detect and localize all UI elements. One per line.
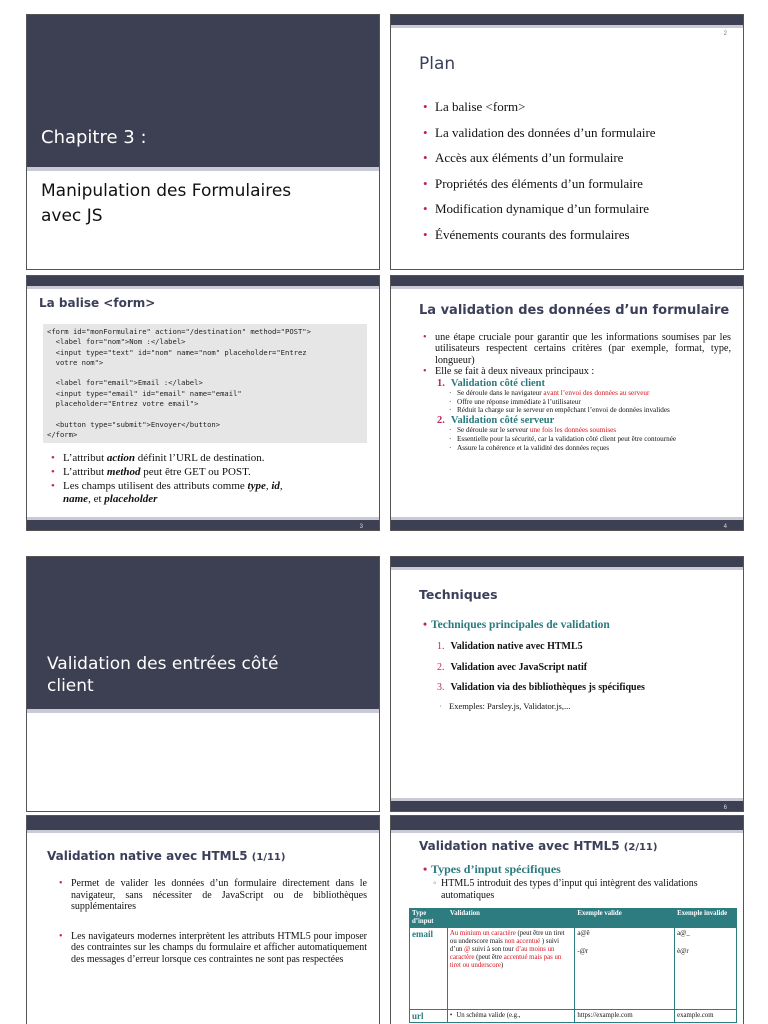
types-sub: ◦ HTML5 introduit des types d’input qui intègrent des validations automatiques <box>433 878 698 901</box>
top-bar <box>391 15 743 25</box>
server-points: · Se déroule sur le serveur une fois les données soumises · Essentielle pour la sécurité, car la validation côté client peut être contournée · Assure la cohérence et la validité des données reçues <box>449 426 677 452</box>
invalid-example-cell: example.com <box>675 1010 737 1023</box>
page-number: 4 <box>723 524 727 530</box>
table-row <box>410 928 737 1010</box>
slide-2 <box>390 14 744 270</box>
title-line-2: client <box>47 676 94 696</box>
slide-6 <box>390 556 744 812</box>
table-header: Exemple valide <box>575 909 675 928</box>
slide-1 <box>26 14 380 270</box>
type-cell: email <box>410 928 448 1010</box>
plan-item: • Accès aux éléments d’un formulaire <box>423 145 656 171</box>
types-heading: • Types d’input spécifiques <box>423 862 561 876</box>
slide-body <box>423 332 731 452</box>
page-number: 6 <box>723 805 727 811</box>
bottom-bar <box>391 801 743 811</box>
table-row <box>410 1010 737 1023</box>
intro-bullet: • une étape cruciale pour garantir que les informations soumises par les utilisateurs respectent certains critères (par exemple, format, type, longueur) <box>423 332 731 366</box>
bullet-fields: • Les champs utilisent des attributs comme type, id, name, et placeholder <box>51 480 369 508</box>
technique-item: 3. Validation via des bibliothèques js spécifiques <box>437 682 645 693</box>
validation-cell: • Un schéma valide (e.g., <box>447 1010 574 1023</box>
slide-title: Validation native avec HTML5 (2/11) <box>419 839 658 853</box>
examples-line: · Exemples: Parsley.js, Validator.js,... <box>439 700 571 711</box>
plan-item: • Événements courants des formulaires <box>423 222 656 248</box>
top-bar <box>27 816 379 830</box>
slide-title: Plan <box>419 54 456 74</box>
validation-cell: Au minium un caractère (peut être un tiret ou underscore mais non accentué ) suivi d’un @ suivi à son tour d’au moins un caractère (peut être accentué mais pas un tiret ou underscore) <box>447 928 574 1010</box>
slide-3 <box>26 275 380 531</box>
chapter-label: Chapitre 3 : <box>41 127 147 148</box>
levels-bullet: • Elle se fait à deux niveaux principaux : <box>423 366 731 377</box>
title-block <box>27 15 379 167</box>
technique-item: 2. Validation avec JavaScript natif <box>437 661 588 673</box>
title-line-1: Validation des entrées côté <box>47 654 279 674</box>
plan-item: • Modification dynamique d’un formulaire <box>423 196 656 222</box>
bullet-list <box>59 878 367 966</box>
bullet-item: • Permet de valider les données d’un formulaire directement dans le navigateur, sans nécessiter de JavaScript ou de bibliothèques supplémentaires <box>59 878 367 913</box>
page-number: 2 <box>723 31 727 37</box>
title-block <box>27 557 379 709</box>
table-header: Exemple invalide <box>675 909 737 928</box>
table-header: Validation <box>447 909 574 928</box>
top-bar <box>391 816 743 830</box>
bottom-bar <box>391 520 743 530</box>
code-block: <form id="monFormulaire" action="/destination" method="POST"> <label for="nom">Nom :</label> <input type="text" id="nom" name="nom" placeholder="Entrez votre nom"> <label for="email">Email :</label> <input type="email" id="email" name="email" placeholder="Entrez votre email"> <button type="submit">Envoyer</button> </form> <box>43 324 367 443</box>
section-title <box>47 653 278 697</box>
client-heading: 1. Validation côté client <box>437 377 545 389</box>
title-line-1: Manipulation des Formulaires <box>41 181 292 201</box>
invalid-example-cell: a@_ è@r <box>675 928 737 1010</box>
slide-title: Techniques <box>419 587 498 602</box>
slide-4 <box>390 275 744 531</box>
technique-item: 1. Validation native avec HTML5 <box>437 641 583 652</box>
plan-item: • La balise <form> <box>423 94 656 120</box>
bullet-list <box>51 452 369 507</box>
bullet-action: • L’attribut action définit l’URL de destination. <box>51 452 369 466</box>
input-types-table <box>409 908 737 1023</box>
top-bar <box>391 557 743 567</box>
plan-item: • La validation des données d’un formulaire <box>423 120 656 146</box>
techniques-heading: • Techniques principales de validation <box>423 619 610 631</box>
technique-list <box>423 637 733 699</box>
table-header-row <box>410 909 737 928</box>
top-bar <box>27 276 379 286</box>
top-bar <box>391 276 743 286</box>
title-line-2: avec JS <box>41 206 103 226</box>
slide-title: La balise <form> <box>39 296 156 310</box>
valid-example-cell: a@ê -@r <box>575 928 675 1010</box>
valid-example-cell: https://example.com <box>575 1010 675 1023</box>
bullet-item: • Les navigateurs modernes interprètent les attributs HTML5 pour imposer des contraintes sur les champs du formulaire et afficher automatiquement des messages d’erreur lorsque ces contraintes ne sont pas respectées <box>59 931 367 966</box>
slide-body <box>423 619 733 711</box>
plan-list <box>423 94 656 247</box>
page-number: 3 <box>359 524 363 530</box>
type-cell: url <box>410 1010 448 1023</box>
table-header: Type d’input <box>410 909 448 928</box>
bottom-bar <box>27 520 379 530</box>
slide-5 <box>26 556 380 812</box>
plan-item: • Propriétés des éléments d’un formulaire <box>423 171 656 197</box>
slide-title <box>41 179 291 229</box>
client-points: · Se déroule dans le navigateur avant l’envoi des données au serveur · Offre une réponse immédiate à l’utilisateur · Réduit la charge sur le serveur en empêchant l’envoi de données invalides <box>449 389 670 415</box>
slide-title: La validation des données d’un formulaire <box>419 303 730 318</box>
slide-title: Validation native avec HTML5 (1/11) <box>47 849 286 863</box>
slide-7 <box>26 815 380 1024</box>
server-heading: 2. Validation côté serveur <box>437 414 555 426</box>
slide-8 <box>390 815 744 1024</box>
bullet-method: • L’attribut method peut être GET ou POST. <box>51 466 369 480</box>
